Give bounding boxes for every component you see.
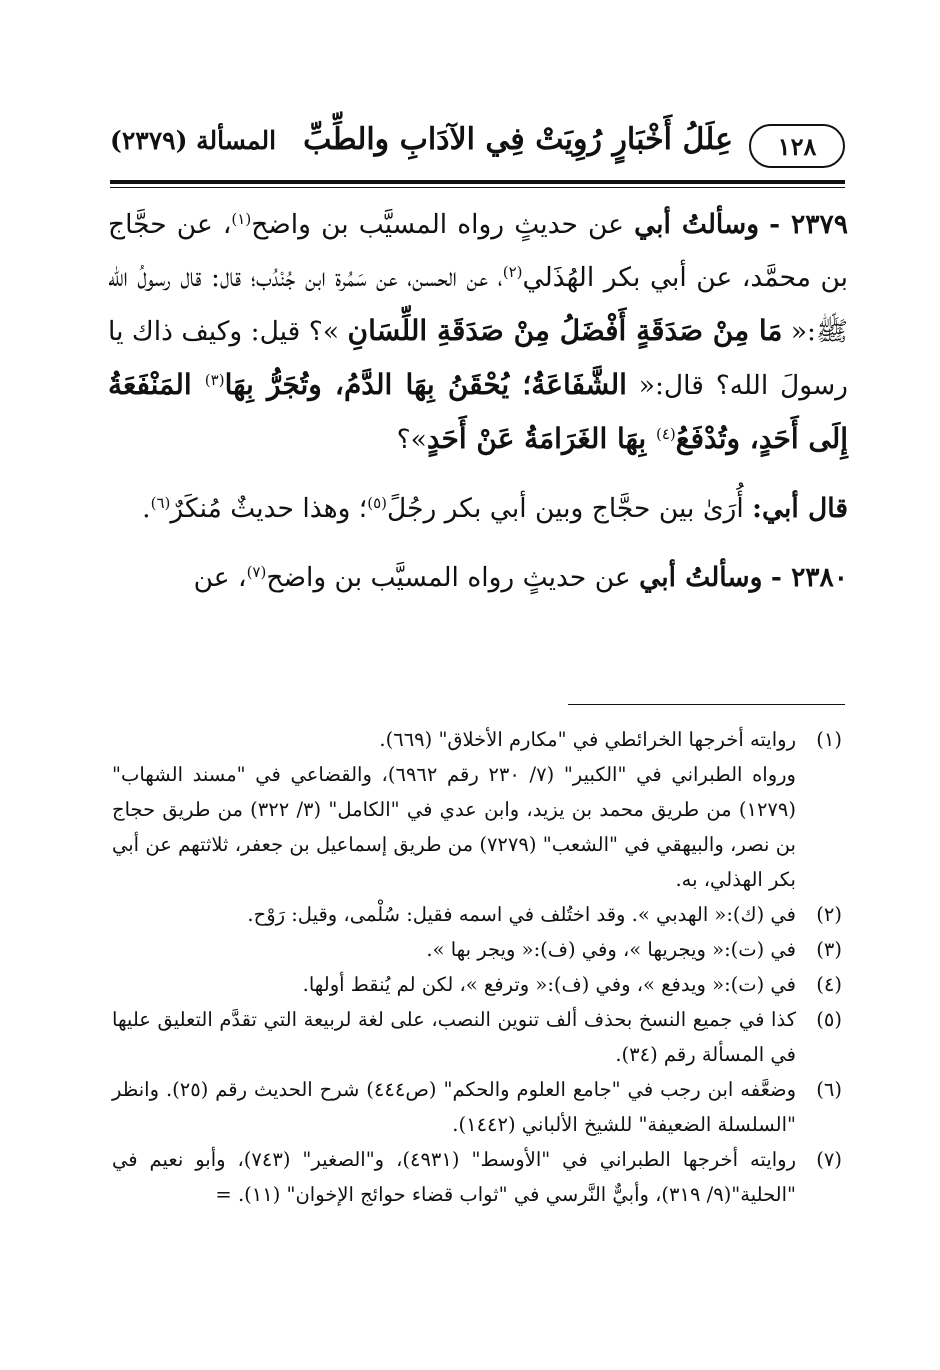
text-segment: ، عن الحسن، عن سَمُرة ابن جُنْدُب؛ قال: قال رسولُ الله ﷺ:« (108, 262, 848, 347)
text-segment: عن حديثٍ رواه المسيَّب بن واضح (266, 562, 631, 593)
footnote-text: ورواه الطبراني في "الكبير" (٧/ ٢٣٠ رقم ٦٩٦٢)، والقضاعي في "مسند الشهاب" (١٢٧٩) من طريق محمد بن يزيد، وابن عدي في "الكامل" (٣/ ٣٢٢) من طريق حجاج بن نصر، والبيهقي في "الشعب" (٧٢٧٩) من طريق إسماعيل بن جعفر، ثلاثتهم عن أبي بكر الهذلي، به. (112, 763, 796, 891)
footnote-text: في (ت):« ويدفع »، وفي (ف):« وترفع »، لكن لم يُنقط أولها. (302, 973, 796, 996)
text-segment: عن حديثٍ رواه المسيَّب بن واضح (251, 209, 624, 240)
answer-lead: قال أبي: (752, 493, 848, 524)
question-2380 (108, 551, 848, 604)
footnote-item (112, 932, 842, 967)
question-lead: وسألتُ أبي (634, 209, 759, 240)
footnote-item (112, 1142, 842, 1212)
question-2379 (108, 198, 848, 466)
footnote-ref: (١) (231, 210, 252, 228)
text-segment: . (142, 493, 151, 524)
footnote-item (112, 897, 842, 932)
footnote-ref: (٢) (502, 263, 523, 281)
footnote-item (112, 757, 842, 897)
hadith-text: مَا مِنْ صَدَقَةٍ أَفْضَلُ مِنْ صَدَقَةِ اللِّسَانِ (347, 314, 783, 347)
footnote-item (112, 1072, 842, 1142)
page-header (110, 122, 845, 174)
text-segment: ، عن (193, 562, 247, 593)
text-segment: »؟ (396, 424, 427, 455)
footnote-number: (٤) (816, 973, 842, 996)
footnote-number: (٦) (816, 1078, 842, 1101)
footnote-number: (٥) (816, 1008, 842, 1031)
question-number: ٢٣٨٠ - (770, 562, 848, 593)
footnotes (112, 722, 842, 1212)
text-segment: أُرَىٰ بين حجَّاج وبين أبي بكر رجُلً (387, 493, 753, 524)
question-lead: وسألتُ أبي (639, 562, 763, 593)
text-segment: »؟ قيل: وكيف ذاك يا رسولَ الله؟ قال:« (108, 316, 848, 401)
footnote-number: (٣) (816, 938, 842, 961)
footnote-ref: (٣) (204, 371, 225, 389)
footnote-number: (١) (816, 728, 842, 751)
footnote-ref: (٦) (150, 494, 171, 512)
footnote-text: روايته أخرجها الطبراني في "الأوسط" (٤٩٣١)، و"الصغير" (٧٤٣)، وأبو نعيم في "الحلية"(٩/ ٣١٩)، وأبيٌّ النَّرسي في "ثواب قضاء حوائج الإخوان" (١١). = (112, 1148, 796, 1206)
footnote-item (112, 1002, 842, 1072)
footnote-item (112, 967, 842, 1002)
footnote-number: (٧) (816, 1148, 842, 1171)
header-rule-thick (110, 180, 845, 184)
footnote-ref: (٥) (367, 494, 388, 512)
footnote-text: في (ك):« الهدبي ». وقد اختُلف في اسمه فقيل: سُلْمى، وقيل: رَوْح. (247, 903, 796, 926)
footnote-number: (٢) (816, 903, 842, 926)
footnote-text: كذا في جميع النسخ بحذف ألف تنوين النصب، على لغة لربيعة التي تقدَّم التعليق عليها في المسألة رقم (٣٤). (112, 1008, 796, 1066)
main-text (108, 198, 848, 604)
answer-paragraph (108, 482, 848, 535)
running-title: عِلَلُ أَخْبَارٍ رُوِيَتْ فِي الآدَابِ والطِّبِّ (303, 122, 733, 157)
text-segment: ، عن حجَّاج بن محمَّد، عن أبي بكر الهُذَلي (108, 209, 848, 293)
footnote-ref: (٧) (246, 563, 267, 581)
header-rule-thin (110, 187, 845, 188)
footnote-text: وضعَّفه ابن رجب في "جامع العلوم والحكم" (ص٤٤٤) شرح الحديث رقم (٢٥). وانظر "السلسلة الضعيفة" للشيخ الألباني (١٤٤٢). (112, 1078, 796, 1136)
page-number: ١٢٨ (777, 131, 817, 161)
footnote-ref: (٤) (655, 425, 676, 443)
hadith-text: المَنْفَعَةُ إِلَى أَحَدٍ، وتُدْفَعُ (108, 368, 848, 455)
issue-label: المسألة (٢٣٧٩) (110, 126, 277, 155)
footnote-text: في (ت):« ويجريها »، وفي (ف):« ويجر بها ». (426, 938, 796, 961)
footnote-item (112, 722, 842, 757)
hadith-text: بِهَا الغَرَامَةُ عَنْ أَحَدٍ (426, 422, 656, 455)
footnote-separator (568, 704, 845, 705)
question-number: ٢٣٧٩ - (769, 209, 848, 240)
hadith-text: الشَّفَاعَةُ؛ يُحْقَنُ بِهَا الدَّمُ، وتُجَرُّ بِهَا (224, 368, 627, 401)
text-segment: ؛ وهذا حديثٌ مُنكَرٌ (170, 493, 368, 524)
page-number-badge (749, 124, 845, 168)
footnote-text: روايته أخرجها الخرائطي في "مكارم الأخلاق" (٦٦٩). (379, 728, 796, 751)
